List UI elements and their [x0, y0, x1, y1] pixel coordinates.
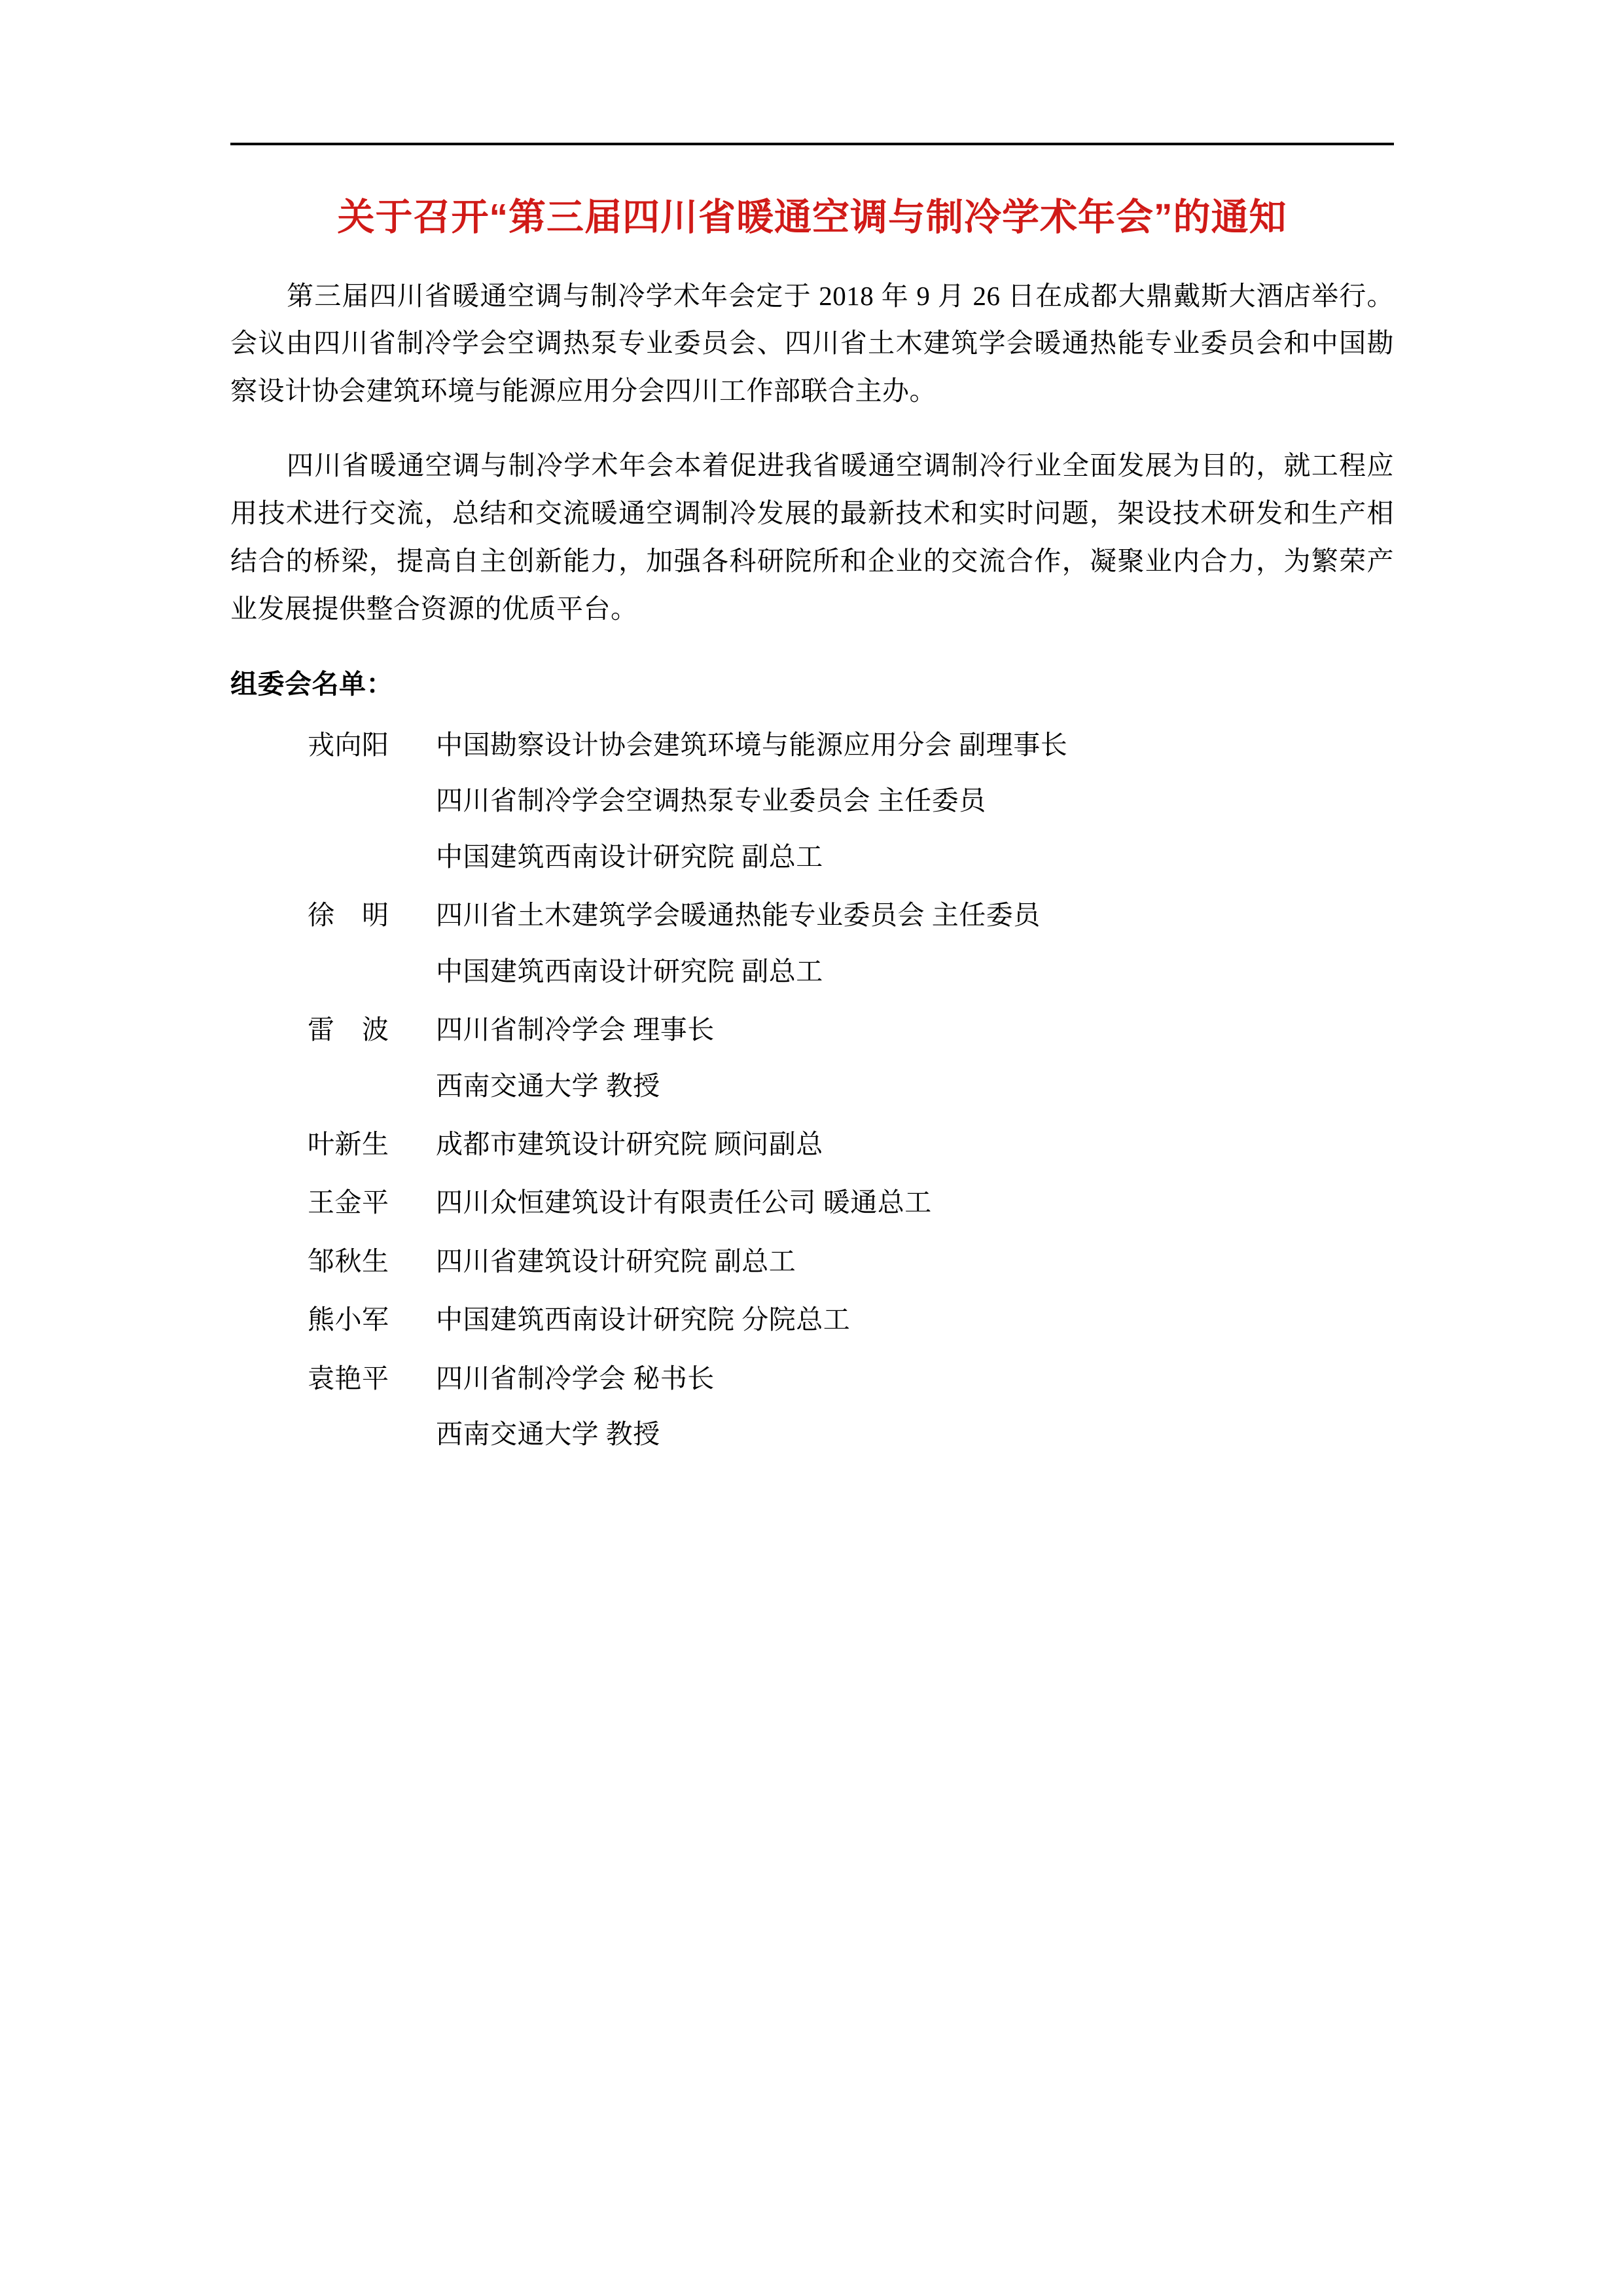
- header-divider: [230, 143, 1394, 145]
- committee-list: [230, 726, 1394, 1454]
- member-name: 戎向阳: [308, 729, 389, 760]
- member-affiliation: 四川众恒建筑设计有限责任公司 暖通总工: [436, 1187, 932, 1218]
- member-name: 徐 明: [308, 900, 389, 931]
- list-item: [230, 1359, 1394, 1398]
- member-name: 雷 波: [308, 1014, 389, 1045]
- paragraph-2: 四川省暖通空调与制冷学术年会本着促进我省暖通空调制冷行业全面发展为目的，就工程应用技术进行交流，总结和交流暖通空调制冷发展的最新技术和实时问题，架设技术研发和生产相结合的桥梁，提高自主创新能力，加强各科研院所和企业的交流合作，凝聚业内合力，为繁荣产业发展提供整合资源的优质平台。: [230, 450, 1394, 624]
- member-name: 叶新生: [308, 1128, 389, 1159]
- member-name: 王金平: [308, 1187, 389, 1218]
- member-affiliation: 四川省制冷学会 理事长: [436, 1014, 715, 1045]
- member-affiliation: 中国建筑西南设计研究院 副总工: [436, 841, 823, 872]
- list-item: [230, 726, 1394, 764]
- committee-heading: 组委会名单：: [230, 669, 393, 700]
- member-affiliation: 四川省建筑设计研究院 副总工: [436, 1246, 796, 1276]
- member-affiliation: 中国建筑西南设计研究院 分院总工: [436, 1304, 851, 1335]
- list-item: [230, 1415, 1394, 1454]
- list-item: [230, 896, 1394, 935]
- page-title: 关于召开“第三届四川省暖通空调与制冷学术年会”的通知: [337, 196, 1287, 238]
- list-item: [230, 952, 1394, 991]
- list-item: [230, 1300, 1394, 1339]
- list-item: [230, 1067, 1394, 1105]
- member-affiliation: 成都市建筑设计研究院 顾问副总: [436, 1128, 823, 1159]
- member-name: 袁艳平: [308, 1363, 389, 1393]
- member-affiliation: 西南交通大学 教授: [436, 1070, 660, 1101]
- member-affiliation: 西南交通大学 教授: [436, 1419, 660, 1450]
- member-affiliation: 中国勘察设计协会建筑环境与能源应用分会 副理事长: [436, 729, 1068, 760]
- member-affiliation: 四川省土木建筑学会暖通热能专业委员会 主任委员: [436, 900, 1041, 931]
- member-affiliation: 四川省制冷学会 秘书长: [436, 1363, 715, 1393]
- list-item: [230, 1011, 1394, 1049]
- member-affiliation: 四川省制冷学会空调热泵专业委员会 主任委员: [436, 785, 986, 816]
- member-name: 邹秋生: [308, 1246, 389, 1276]
- list-item: [230, 1242, 1394, 1281]
- paragraph-1: 第三届四川省暖通空调与制冷学术年会定于 2018 年 9 月 26 日在成都大鼎戴斯大酒店举行。会议由四川省制冷学会空调热泵专业委员会、四川省土木建筑学会暖通热能专业委员会和中国勘察设计协会建筑环境与能源应用分会四川工作部联合主办。: [230, 280, 1394, 406]
- list-item: [230, 838, 1394, 876]
- document-body: [230, 0, 1394, 1454]
- member-name: 熊小军: [308, 1304, 389, 1335]
- member-affiliation: 中国建筑西南设计研究院 副总工: [436, 956, 823, 986]
- list-item: [230, 1125, 1394, 1164]
- list-item: [230, 1183, 1394, 1222]
- list-item: [230, 781, 1394, 820]
